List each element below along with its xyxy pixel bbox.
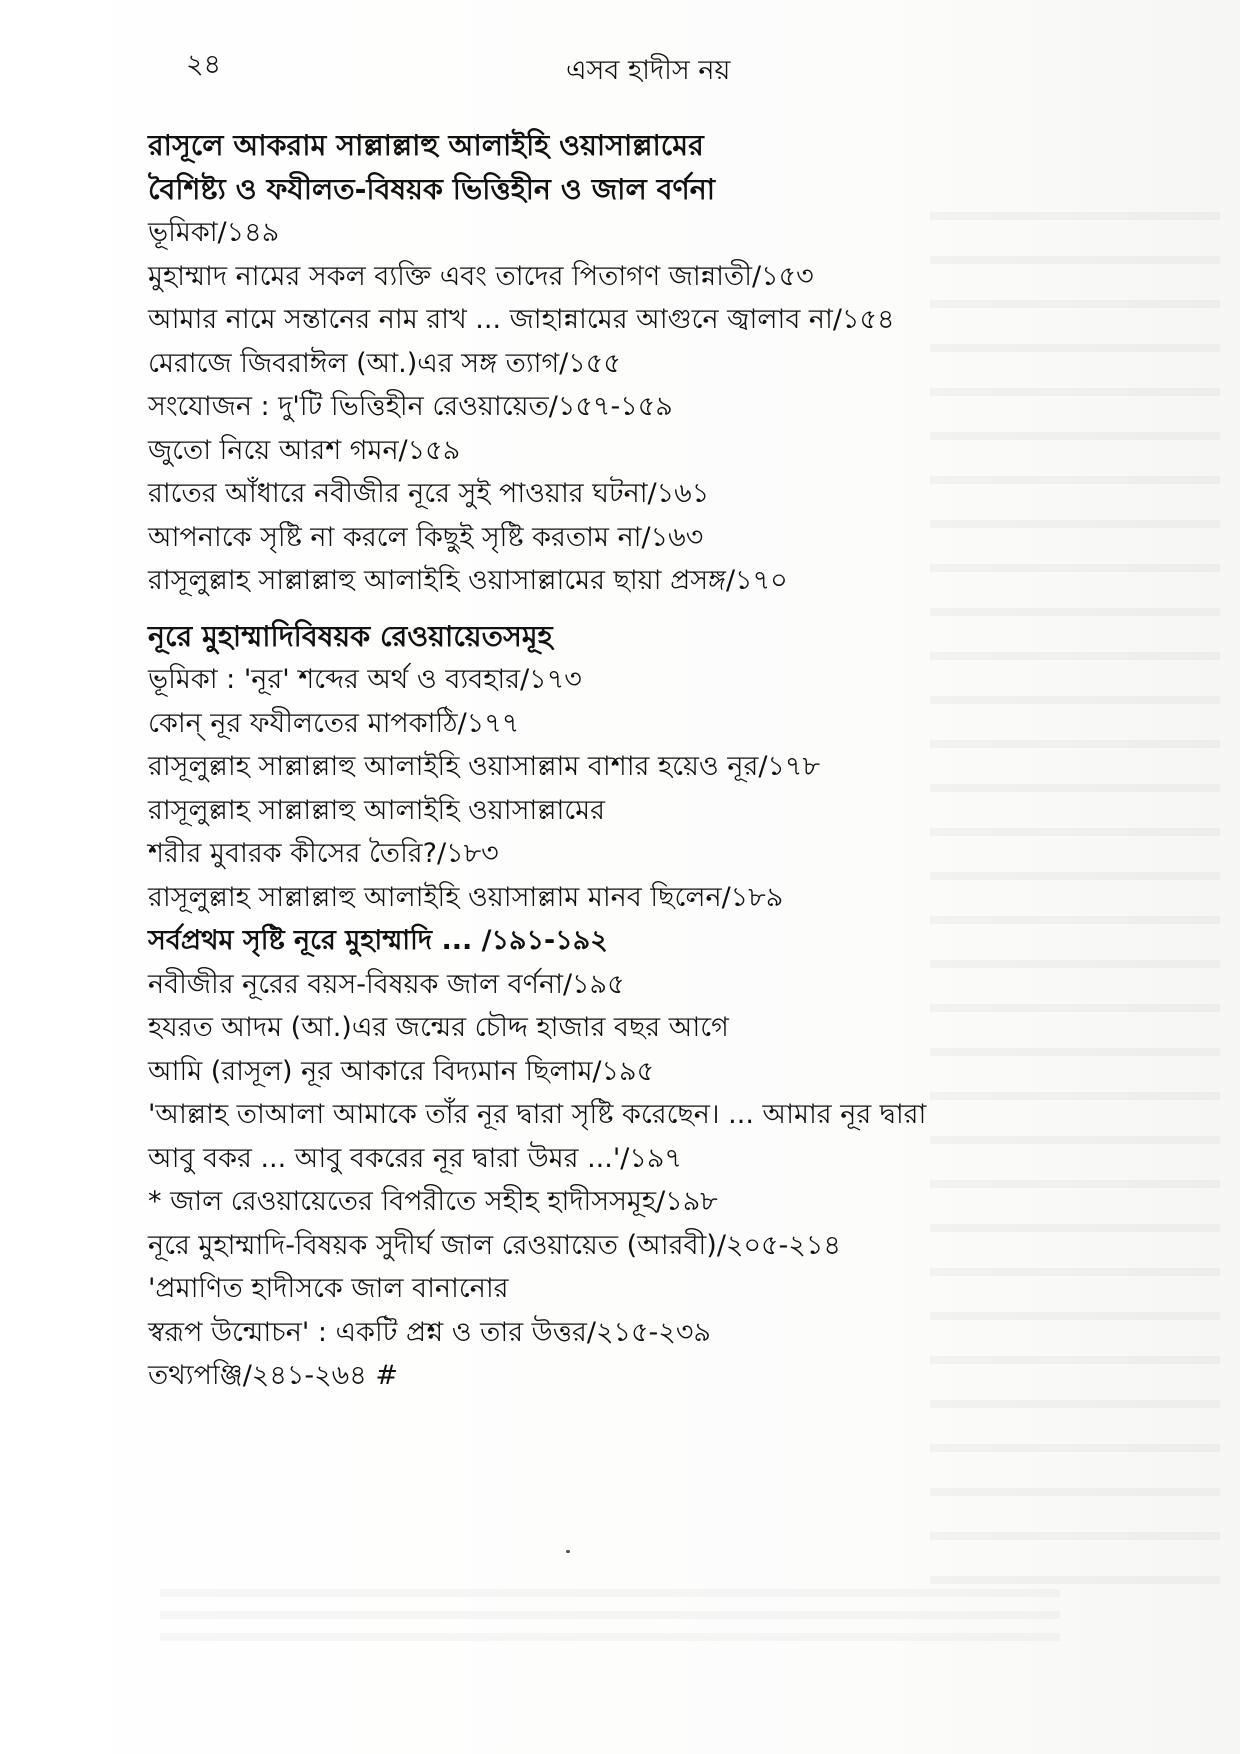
toc-entry-bold: সর্বপ্রথম সৃষ্টি নূরে মুহাম্মাদি ... /১৯১-১৯২ [148,925,608,956]
toc-entry: রাসূলুল্লাহ সাল্লাল্লাহু আলাইহি ওয়াসাল্লাম বাশার হয়েও নূর/১৭৮ [148,751,821,782]
show-through-texture-bottom [160,1575,1060,1655]
toc-entry: আবু বকর ... আবু বকরের নূর দ্বারা উমর ...'/১৯৭ [148,1142,682,1174]
toc-entry: মুহাম্মাদ নামের সকল ব্যক্তি এবং তাদের পিতাগণ জান্নাতী/১৫৩ [148,260,814,292]
toc-entry: * জাল রেওয়ায়েতের বিপরীতে সহীহ হাদীসসমূহ/১৯৮ [148,1186,718,1217]
toc-entry: ভূমিকা : 'নূর' শব্দের অর্থ ও ব্যবহার/১৭৩ [148,664,582,695]
toc-entry: নূরে মুহাম্মাদি-বিষয়ক সুদীর্ঘ জাল রেওয়ায়েত (আরবী)/২০৫-২১৪ [148,1229,841,1261]
toc-entry: কোন্ নূর ফযীলতের মাপকাঠি/১৭৭ [148,707,520,739]
page-number: ২৪ [186,49,222,80]
toc-entry: তথ্যপঞ্জি/২৪১-২৬৪ # [148,1360,398,1391]
section1-heading-line1: রাসূলে আকরাম সাল্লাল্লাহু আলাইহি ওয়াসাল্লামের [148,129,704,162]
table-of-contents [148,124,1148,1398]
toc-entry: স্বরূপ উন্মোচন' : একটি প্রশ্ন ও তার উত্তর/২১৫-২৩৯ [148,1316,711,1348]
toc-entry: আমি (রাসূল) নূর আকারে বিদ্যমান ছিলাম/১৯৫ [148,1055,655,1087]
toc-entry: রাসূলুল্লাহ সাল্লাল্লাহু আলাইহি ওয়াসাল্লামের [148,794,605,826]
toc-entry: হযরত আদম (আ.)এর জন্মের চৌদ্দ হাজার বছর আগে [148,1012,729,1043]
section1-heading-line2: বৈশিষ্ট্য ও ফযীলত-বিষয়ক ভিত্তিহীন ও জাল বর্ণনা [148,172,715,206]
running-title: এসব হাদীস নয় [566,55,731,86]
section2-entries [148,658,1148,1398]
toc-entry: আমার নামে সন্তানের নাম রাখ ... জাহান্নামের আগুনে জ্বালাব না/১৫৪ [148,304,895,335]
ink-speck [566,1550,570,1553]
toc-entry: জুতো নিয়ে আরশ গমন/১৫৯ [148,434,461,466]
toc-entry: মেরাজে জিবরাঈল (আ.)এর সঙ্গ ত্যাগ/১৫৫ [148,347,621,379]
toc-entry: 'আল্লাহ তাআলা আমাকে তাঁর নূর দ্বারা সৃষ্টি করেছেন। ... আমার নূর দ্বারা [148,1099,927,1130]
toc-entry: রাসূলুল্লাহ সাল্লাল্লাহু আলাইহি ওয়াসাল্লামের ছায়া প্রসঙ্গ/১৭০ [148,565,788,596]
toc-entry: শরীর মুবারক কীসের তৈরি?/১৮৩ [148,838,499,869]
toc-entry: আপনাকে সৃষ্টি না করলে কিছুই সৃষ্টি করতাম না/১৬৩ [148,521,704,553]
toc-entry: রাসূলুল্লাহ সাল্লাল্লাহু আলাইহি ওয়াসাল্লাম মানব ছিলেন/১৮৯ [148,881,784,913]
toc-entry: সংযোজন : দু'টি ভিত্তিহীন রেওয়ায়েত/১৫৭-১৫৯ [148,391,673,422]
toc-entry: নবীজীর নূরের বয়স-বিষয়ক জাল বর্ণনা/১৯৫ [148,968,625,1000]
section2-heading: নূরে মুহাম্মাদিবিষয়ক রেওয়ায়েতসমূহ [148,619,553,653]
toc-entry: ভূমিকা/১৪৯ [148,217,280,248]
toc-entry: রাতের আঁধারে নবীজীর নূরে সুই পাওয়ার ঘটনা/১৬১ [148,478,710,509]
section1-entries [148,211,1148,603]
toc-entry: 'প্রমাণিত হাদীসকে জাল বানানোর [148,1273,509,1304]
